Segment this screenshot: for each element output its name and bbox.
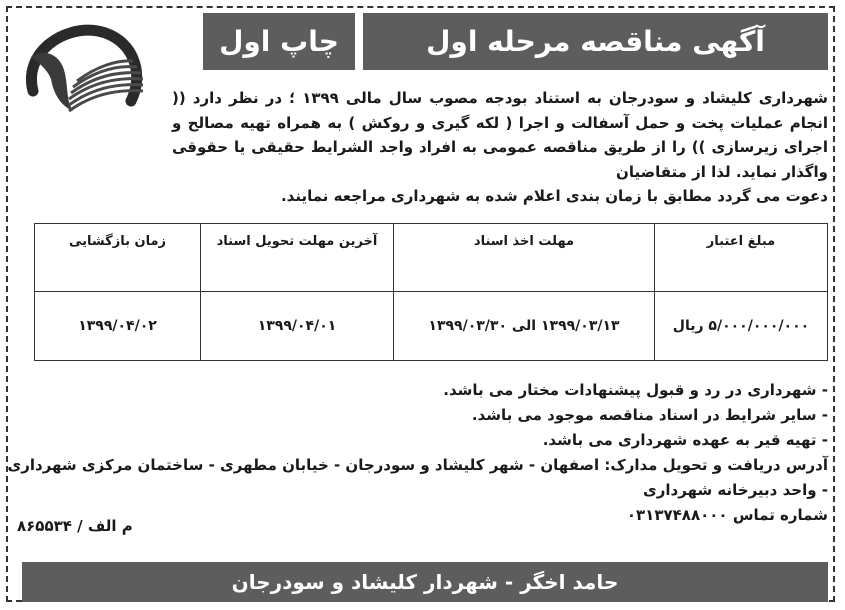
note-item: - شهرداری در رد و قبول پیشنهادات مختار می باشد. [443, 381, 828, 399]
note-item: - سایر شرایط در اسناد مناقصه موجود می باشد. [471, 406, 828, 424]
col-opening-date: زمان بازگشایی [35, 224, 201, 292]
intro-paragraph [172, 86, 828, 209]
note-item: - واحد دبیرخانه شهرداری [643, 481, 828, 499]
tender-table [34, 223, 828, 361]
address-line: آدرس دریافت و تحویل مدارک: اصفهان - شهر کلیشاد و سودرجان - خیابان مطهری - ساختمان مرکزی شهرداری [7, 456, 828, 474]
ad-title: آگهی مناقصه مرحله اول [363, 13, 828, 70]
table-header-row [35, 224, 828, 292]
cell-credit: ۵/۰۰۰/۰۰۰/۰۰۰ ریال [655, 292, 828, 361]
cell-delivery-deadline: ۱۳۹۹/۰۴/۰۱ [201, 292, 394, 361]
col-delivery-deadline: آخرین مهلت تحویل اسناد [201, 224, 394, 292]
notes-list [7, 378, 828, 528]
table-row [35, 292, 828, 361]
note-item: - تهیه قیر به عهده شهرداری می باشد. [542, 431, 828, 449]
signature-bar: حامد اخگر - شهردار کلیشاد و سودرجان [22, 562, 828, 602]
reference-number: م الف / ۸۶۵۵۳۴ [17, 517, 133, 535]
cell-opening-date: ۱۳۹۹/۰۴/۰۲ [35, 292, 201, 361]
phone-line: شماره تماس ۰۳۱۳۷۴۸۸۰۰۰ [626, 506, 828, 524]
col-doc-period: مهلت اخذ اسناد [394, 224, 655, 292]
edition-label: چاپ اول [203, 13, 355, 70]
intro-last-line: دعوت می گردد مطابق با زمان بندی اعلام شده به شهرداری مراجعه نمایند. [280, 187, 828, 205]
cell-doc-period: ۱۳۹۹/۰۳/۱۳ الی ۱۳۹۹/۰۳/۳۰ [394, 292, 655, 361]
col-credit: مبلغ اعتبار [655, 224, 828, 292]
municipality-logo [13, 13, 155, 144]
logo-graphic [13, 13, 155, 144]
intro-text: شهرداری کلیشاد و سودرجان به استناد بودجه مصوب سال مالی ۱۳۹۹ ؛ در نظر دارد (( انجام عملیات پخت و حمل آسفالت و اجرا ( لکه گیری و روکش ) به همراه تهیه مصالح و اجرای زیرسازی )) را از طریق مناقصه عمومی به افراد واجد الشرایط حقیقی یا حقوقی واگذار نماید. لذا از متقاضیان [172, 89, 828, 181]
